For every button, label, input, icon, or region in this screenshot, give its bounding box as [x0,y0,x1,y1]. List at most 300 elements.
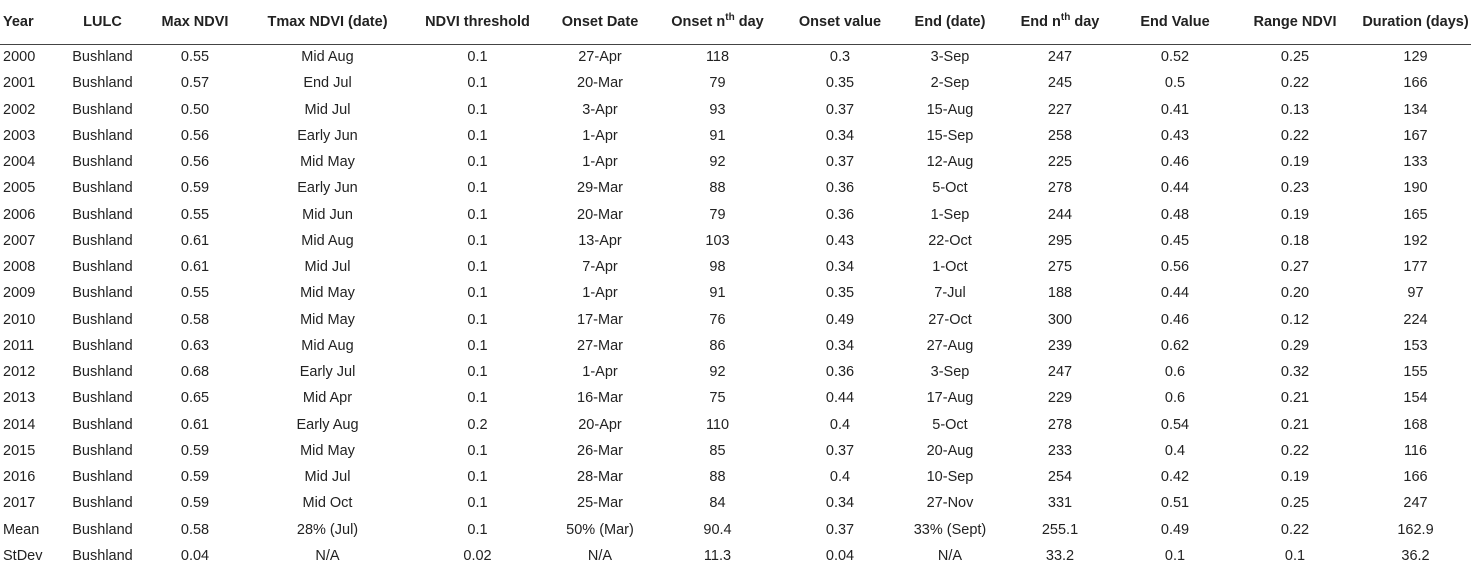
cell-duration: 129 [1403,49,1428,66]
cell-range-ndvi: 0.21 [1280,390,1310,407]
cell-end-date: 5-Oct [932,180,968,197]
table-row [0,543,1471,569]
cell-end-date: 1-Sep [930,206,970,223]
header-onset-nth-day [655,0,780,44]
header-onset-nth-suffix: day [734,13,764,30]
cell-range-ndvi: 0.12 [1280,311,1310,328]
cell-end-nth-day: 188 [1047,285,1073,302]
cell-end-nth-day: 295 [1047,232,1073,249]
cell-onset-date: 1-Apr [582,127,618,144]
table-row [0,254,1471,280]
cell-ndvi-threshold: 0.1 [467,285,488,302]
header-lulc: LULC [60,0,145,44]
cell-tmax-ndvi: Early Jun [297,127,358,144]
cell-onset-nth-day: 75 [709,390,726,407]
cell-tmax-ndvi: Mid Oct [302,495,353,512]
cell-ndvi-threshold: 0.1 [467,442,488,459]
cell-end-nth-day: 225 [1047,154,1073,171]
cell-end-value: 0.49 [1160,521,1190,538]
cell-onset-value: 0.37 [825,442,855,459]
cell-range-ndvi: 0.22 [1280,75,1310,92]
table-row [0,412,1471,438]
cell-duration: 153 [1403,337,1428,354]
cell-onset-nth-day: 103 [705,232,730,249]
header-onset-nth-sup: th [725,11,735,23]
cell-end-date: 3-Sep [930,49,970,66]
cell-max-ndvi: 0.59 [180,495,210,512]
cell-max-ndvi: 0.63 [180,337,210,354]
cell-end-nth-day: 254 [1047,469,1073,486]
cell-tmax-ndvi: Mid Aug [301,232,354,249]
cell-onset-value: 0.36 [825,206,855,223]
cell-onset-nth-day: 91 [709,127,726,144]
cell-tmax-ndvi: Early Jun [297,180,358,197]
cell-year: 2000 [3,49,36,66]
cell-duration: 192 [1403,232,1428,249]
cell-year: 2001 [3,75,36,92]
cell-onset-nth-day: 92 [709,154,726,171]
cell-lulc: Bushland [72,547,133,564]
cell-tmax-ndvi: Early Aug [296,416,359,433]
cell-range-ndvi: 0.21 [1280,416,1310,433]
cell-end-nth-day: 278 [1047,180,1073,197]
cell-lulc: Bushland [72,442,133,459]
table-row [0,123,1471,149]
cell-duration: 166 [1403,75,1428,92]
cell-tmax-ndvi: Mid Jul [304,101,351,118]
cell-duration: 190 [1403,180,1428,197]
cell-end-nth-day: 227 [1047,101,1073,118]
cell-end-date: 27-Nov [926,495,974,512]
header-end-value: End Value [1120,0,1230,44]
cell-end-date: 15-Aug [926,101,974,118]
cell-onset-value: 0.49 [825,311,855,328]
cell-max-ndvi: 0.56 [180,154,210,171]
cell-onset-nth-day: 79 [709,75,726,92]
cell-end-value: 0.5 [1164,75,1186,92]
cell-onset-value: 0.37 [825,101,855,118]
cell-ndvi-threshold: 0.1 [467,469,488,486]
cell-onset-nth-day: 88 [709,180,726,197]
header-duration: Duration (days) [1360,0,1471,44]
table-row [0,385,1471,411]
cell-lulc: Bushland [72,311,133,328]
cell-onset-value: 0.34 [825,495,855,512]
cell-onset-nth-day: 84 [709,495,726,512]
cell-end-value: 0.45 [1160,232,1190,249]
cell-range-ndvi: 0.13 [1280,101,1310,118]
cell-onset-date: 27-Apr [578,49,622,66]
cell-range-ndvi: 0.27 [1280,259,1310,276]
cell-lulc: Bushland [72,75,133,92]
cell-tmax-ndvi: End Jul [303,75,352,92]
cell-onset-date: 7-Apr [582,259,618,276]
cell-end-date: 1-Oct [932,259,968,276]
cell-end-nth-day: 233 [1047,442,1073,459]
cell-end-value: 0.43 [1160,127,1190,144]
cell-duration: 116 [1403,442,1428,459]
cell-max-ndvi: 0.61 [180,232,210,249]
cell-max-ndvi: 0.57 [180,75,210,92]
cell-end-nth-day: 239 [1047,337,1073,354]
cell-end-date: 15-Sep [926,127,974,144]
header-end-date: End (date) [900,0,1000,44]
cell-onset-value: 0.44 [825,390,855,407]
cell-onset-date: 29-Mar [577,180,623,197]
cell-ndvi-threshold: 0.1 [467,390,488,407]
cell-end-nth-day: 245 [1047,75,1073,92]
cell-end-date: 27-Aug [926,337,974,354]
cell-year: 2010 [3,311,36,328]
cell-onset-nth-day: 90.4 [703,521,732,538]
cell-end-value: 0.6 [1164,390,1186,407]
cell-onset-nth-day: 85 [709,442,726,459]
cell-year: 2009 [3,285,36,302]
cell-end-value: 0.41 [1160,101,1190,118]
cell-range-ndvi: 0.1 [1284,547,1306,564]
cell-duration: 177 [1403,259,1428,276]
header-onset-nth-prefix: Onset n [671,13,726,30]
cell-max-ndvi: 0.65 [180,390,210,407]
header-tmax-ndvi: Tmax NDVI (date) [245,0,410,44]
cell-lulc: Bushland [72,364,133,381]
table-row [0,228,1471,254]
cell-lulc: Bushland [72,337,133,354]
cell-year: 2003 [3,127,36,144]
cell-onset-date: 20-Apr [578,416,622,433]
cell-end-nth-day: 33.2 [1045,547,1075,564]
cell-onset-date: 16-Mar [577,390,623,407]
cell-tmax-ndvi: Early Jul [299,364,356,381]
cell-end-nth-day: 229 [1047,390,1073,407]
cell-lulc: Bushland [72,127,133,144]
cell-duration: 36.2 [1401,547,1430,564]
cell-end-date: 2-Sep [930,75,970,92]
cell-tmax-ndvi: Mid May [300,311,355,328]
cell-onset-nth-day: 76 [709,311,726,328]
cell-end-date: N/A [937,547,963,564]
cell-ndvi-threshold: 0.1 [467,101,488,118]
cell-end-nth-day: 331 [1047,495,1073,512]
cell-year: 2011 [3,337,35,354]
cell-max-ndvi: 0.55 [180,285,210,302]
cell-range-ndvi: 0.22 [1280,127,1310,144]
cell-max-ndvi: 0.61 [180,416,210,433]
cell-end-value: 0.6 [1164,364,1186,381]
cell-year: 2014 [3,416,36,433]
cell-end-nth-day: 255.1 [1041,521,1079,538]
header-max-ndvi: Max NDVI [145,0,245,44]
cell-lulc: Bushland [72,521,133,538]
cell-end-date: 20-Aug [926,442,974,459]
cell-lulc: Bushland [72,390,133,407]
cell-year: 2006 [3,206,36,223]
cell-range-ndvi: 0.22 [1280,521,1310,538]
cell-onset-date: 1-Apr [582,154,618,171]
cell-tmax-ndvi: Mid May [300,285,355,302]
cell-end-date: 3-Sep [930,364,970,381]
cell-onset-value: 0.3 [829,49,851,66]
cell-ndvi-threshold: 0.1 [467,232,488,249]
cell-ndvi-threshold: 0.1 [467,311,488,328]
cell-ndvi-threshold: 0.1 [467,206,488,223]
cell-end-date: 5-Oct [932,416,968,433]
cell-end-date: 17-Aug [926,390,974,407]
cell-ndvi-threshold: 0.02 [463,547,492,564]
cell-year: 2002 [3,101,36,118]
cell-tmax-ndvi: Mid May [300,442,355,459]
cell-lulc: Bushland [72,206,133,223]
cell-onset-value: 0.36 [825,180,855,197]
cell-max-ndvi: 0.55 [180,49,210,66]
cell-end-value: 0.56 [1160,259,1190,276]
table-row [0,175,1471,201]
cell-onset-date: 26-Mar [577,442,623,459]
cell-lulc: Bushland [72,469,133,486]
cell-end-nth-day: 247 [1047,364,1073,381]
cell-onset-value: 0.35 [825,285,855,302]
header-end-nth-prefix: End n [1020,13,1061,30]
cell-duration: 224 [1403,311,1428,328]
cell-end-nth-day: 258 [1047,127,1073,144]
cell-year: 2008 [3,259,36,276]
cell-year: 2007 [3,232,36,249]
cell-year: 2005 [3,180,36,197]
table-row [0,517,1471,543]
cell-range-ndvi: 0.25 [1280,49,1310,66]
cell-onset-nth-day: 118 [705,49,730,66]
cell-range-ndvi: 0.18 [1280,232,1310,249]
cell-ndvi-threshold: 0.1 [467,75,488,92]
cell-lulc: Bushland [72,495,133,512]
cell-ndvi-threshold: 0.2 [467,416,488,433]
cell-lulc: Bushland [72,259,133,276]
cell-tmax-ndvi: 28% (Jul) [296,521,359,538]
table-body [0,44,1471,569]
cell-end-value: 0.44 [1160,180,1190,197]
cell-duration: 165 [1403,206,1428,223]
cell-max-ndvi: 0.68 [180,364,210,381]
cell-ndvi-threshold: 0.1 [467,127,488,144]
cell-tmax-ndvi: Mid Aug [301,49,354,66]
cell-onset-date: 25-Mar [577,495,623,512]
cell-onset-value: 0.04 [825,547,855,564]
cell-end-date: 22-Oct [928,232,972,249]
cell-onset-value: 0.37 [825,154,855,171]
cell-max-ndvi: 0.58 [180,311,210,328]
cell-onset-date: 20-Mar [577,75,623,92]
table-row [0,333,1471,359]
cell-tmax-ndvi: Mid May [300,154,355,171]
cell-end-date: 10-Sep [926,469,974,486]
cell-onset-nth-day: 98 [709,259,726,276]
cell-end-date: 27-Oct [928,311,972,328]
cell-end-value: 0.46 [1160,311,1190,328]
cell-range-ndvi: 0.29 [1280,337,1310,354]
cell-end-nth-day: 244 [1047,206,1073,223]
cell-max-ndvi: 0.59 [180,180,210,197]
cell-onset-nth-day: 86 [709,337,726,354]
cell-max-ndvi: 0.59 [180,442,210,459]
cell-duration: 247 [1403,495,1428,512]
cell-ndvi-threshold: 0.1 [467,364,488,381]
cell-year: Mean [3,521,40,538]
cell-end-value: 0.62 [1160,337,1190,354]
cell-onset-date: N/A [587,547,613,564]
cell-onset-nth-day: 92 [709,364,726,381]
cell-tmax-ndvi: Mid Jul [304,469,351,486]
cell-max-ndvi: 0.04 [180,547,210,564]
cell-duration: 133 [1403,154,1428,171]
cell-tmax-ndvi: Mid Jul [304,259,351,276]
cell-lulc: Bushland [72,101,133,118]
cell-onset-date: 1-Apr [582,285,618,302]
table-row [0,307,1471,333]
table-row [0,97,1471,123]
cell-end-value: 0.42 [1160,469,1190,486]
cell-ndvi-threshold: 0.1 [467,49,488,66]
cell-end-date: 12-Aug [926,154,974,171]
cell-duration: 162.9 [1397,521,1434,538]
cell-year: 2004 [3,154,36,171]
cell-onset-value: 0.34 [825,337,855,354]
header-end-nth-suffix: day [1070,13,1100,30]
cell-ndvi-threshold: 0.1 [467,495,488,512]
cell-end-value: 0.52 [1160,49,1190,66]
cell-ndvi-threshold: 0.1 [467,337,488,354]
cell-onset-value: 0.43 [825,232,855,249]
cell-end-value: 0.54 [1160,416,1190,433]
cell-range-ndvi: 0.23 [1280,180,1310,197]
cell-max-ndvi: 0.56 [180,127,210,144]
cell-year: 2015 [3,442,36,459]
cell-ndvi-threshold: 0.1 [467,154,488,171]
cell-max-ndvi: 0.58 [180,521,210,538]
cell-tmax-ndvi: N/A [315,547,340,564]
cell-onset-value: 0.34 [825,259,855,276]
table-row [0,490,1471,516]
cell-onset-value: 0.37 [825,521,855,538]
cell-tmax-ndvi: Mid Aug [301,337,354,354]
table-row [0,438,1471,464]
header-ndvi-threshold: NDVI threshold [410,0,545,44]
table-row [0,280,1471,306]
cell-onset-nth-day: 93 [709,101,726,118]
cell-onset-date: 13-Apr [578,232,622,249]
cell-lulc: Bushland [72,154,133,171]
header-onset-value: Onset value [780,0,900,44]
cell-max-ndvi: 0.61 [180,259,210,276]
cell-onset-value: 0.4 [829,416,851,433]
cell-year: 2012 [3,364,36,381]
table-row [0,149,1471,175]
cell-end-value: 0.1 [1164,547,1186,564]
header-range-ndvi: Range NDVI [1230,0,1360,44]
header-row [0,0,1471,44]
cell-lulc: Bushland [72,49,133,66]
cell-onset-value: 0.36 [825,364,855,381]
cell-ndvi-threshold: 0.1 [467,521,488,538]
cell-range-ndvi: 0.19 [1280,469,1310,486]
cell-onset-date: 3-Apr [582,101,618,118]
cell-duration: 155 [1403,364,1428,381]
cell-lulc: Bushland [72,285,133,302]
table-row [0,70,1471,96]
cell-duration: 166 [1403,469,1428,486]
cell-end-value: 0.51 [1160,495,1190,512]
cell-end-value: 0.4 [1164,442,1186,459]
cell-onset-nth-day: 88 [709,469,726,486]
cell-onset-value: 0.4 [829,469,851,486]
table-row [0,44,1471,70]
cell-onset-date: 50% (Mar) [566,521,634,538]
cell-end-date: 33% (Sept) [913,521,987,538]
cell-onset-nth-day: 11.3 [703,547,732,564]
table-row [0,464,1471,490]
cell-max-ndvi: 0.55 [180,206,210,223]
cell-onset-date: 1-Apr [582,364,618,381]
cell-range-ndvi: 0.22 [1280,442,1310,459]
cell-onset-value: 0.34 [825,127,855,144]
cell-end-nth-day: 275 [1047,259,1073,276]
cell-range-ndvi: 0.32 [1280,364,1310,381]
cell-lulc: Bushland [72,416,133,433]
table-row [0,202,1471,228]
cell-onset-date: 28-Mar [577,469,623,486]
cell-end-value: 0.48 [1160,206,1190,223]
header-year: Year [0,0,60,44]
cell-end-value: 0.44 [1160,285,1190,302]
cell-tmax-ndvi: Mid Jun [302,206,353,223]
cell-range-ndvi: 0.20 [1280,285,1310,302]
header-onset-date: Onset Date [545,0,655,44]
cell-max-ndvi: 0.59 [180,469,210,486]
cell-range-ndvi: 0.25 [1280,495,1310,512]
cell-onset-date: 17-Mar [577,311,623,328]
header-end-nth-day [1000,0,1120,44]
cell-onset-date: 20-Mar [577,206,623,223]
cell-year: StDev [3,547,43,564]
cell-duration: 168 [1403,416,1428,433]
cell-duration: 167 [1403,127,1428,144]
cell-onset-nth-day: 110 [705,416,730,433]
cell-onset-date: 27-Mar [577,337,623,354]
cell-onset-value: 0.35 [825,75,855,92]
header-end-nth-sup: th [1060,11,1071,23]
cell-end-value: 0.46 [1160,154,1190,171]
cell-max-ndvi: 0.50 [180,101,210,118]
cell-end-nth-day: 247 [1047,49,1073,66]
cell-year: 2017 [3,495,36,512]
cell-end-nth-day: 300 [1047,311,1073,328]
cell-end-date: 7-Jul [934,285,966,302]
cell-duration: 97 [1407,285,1424,302]
cell-year: 2016 [3,469,36,486]
cell-range-ndvi: 0.19 [1280,154,1310,171]
cell-onset-nth-day: 91 [709,285,726,302]
cell-lulc: Bushland [72,180,133,197]
cell-ndvi-threshold: 0.1 [467,180,488,197]
cell-ndvi-threshold: 0.1 [467,259,488,276]
cell-duration: 154 [1403,390,1428,407]
table-row [0,359,1471,385]
cell-tmax-ndvi: Mid Apr [302,390,353,407]
cell-year: 2013 [3,390,36,407]
cell-duration: 134 [1403,101,1428,118]
cell-end-nth-day: 278 [1047,416,1073,433]
cell-onset-nth-day: 79 [709,206,726,223]
cell-lulc: Bushland [72,232,133,249]
